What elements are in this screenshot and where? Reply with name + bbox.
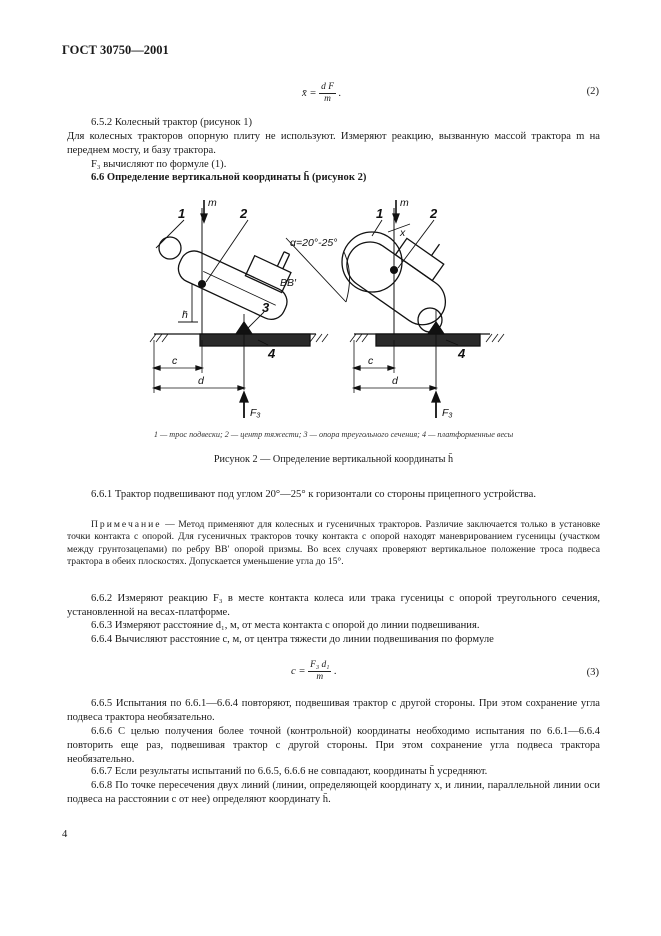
- eq2-number: (2): [586, 86, 599, 97]
- label-1-right: 1: [376, 206, 384, 221]
- note-text: — Метод применяют для колесных и гусеничных тракторов. Различие заключается только в установке точки контакта с опорой. Для гусеничных тракторов точку контакта с опорой находят маневрированием гусеницы (участком между грунтозацепами) по ребру BB′ опорой призмы. Во всех случаях проверяют вертикальное положение троса подвеса трактора в обеих плоскостях. Допускается уменьшение угла до 15°.: [67, 519, 600, 568]
- para-6-6-8: 6.6.8 По точке пересечения двух линий (линии, определяющей координату x, и линии, параллельной линии оси подвеса на расстоянии c от нее) определяют координату h̄.: [67, 780, 600, 806]
- eq2-tail: .: [338, 87, 342, 99]
- para-6-6-7: 6.6.7 Если результаты испытаний по 6.6.5, 6.6.6 не совпадают, координаты h̄ усредняют.: [91, 766, 488, 777]
- note-label: Примечание: [91, 519, 162, 530]
- label-m-right: m: [400, 197, 409, 209]
- right-drive-wheel: [342, 232, 402, 292]
- page-number: 4: [62, 829, 68, 840]
- para-6-6-5: 6.6.5 Испытания по 6.6.1—6.6.4 повторяют, подвешивая трактор с другой стороны. При этом сохранение угла подвеса трактора необязательно.: [67, 698, 600, 724]
- left-support-prism: [236, 322, 252, 334]
- label-c-left: c: [172, 355, 178, 367]
- equation-2: [302, 82, 341, 105]
- eq2-lhs: x̄ =: [302, 87, 317, 99]
- eq3-denominator: m: [316, 672, 324, 682]
- right-platform-scale: [376, 334, 480, 346]
- para-6-6-2: 6.6.2 Измеряют реакцию F₃ в месте контакта колеса или трака гусеницы с опорой треугольного сечения, установленной на весах-платформе.: [67, 593, 600, 619]
- section-652-heading: 6.5.2 Колесный трактор (рисунок 1): [91, 117, 253, 128]
- eq2-numerator: d F: [321, 82, 334, 92]
- eq2-denominator: m: [324, 94, 331, 104]
- left-center-of-gravity: [199, 281, 206, 288]
- figure-2-diagram: [140, 190, 525, 422]
- figure-caption: Рисунок 2 — Определение вертикальной координаты h̄: [213, 454, 454, 465]
- label-d-left: d: [198, 375, 204, 387]
- label-h: h̄: [182, 309, 188, 321]
- label-m-left: m: [208, 197, 217, 209]
- label-x: x: [400, 227, 406, 239]
- label-4-right: 4: [458, 346, 466, 361]
- label-2-left: 2: [240, 206, 248, 221]
- label-f3-right: F₃: [442, 407, 453, 419]
- eq3-lhs: c =: [291, 665, 306, 677]
- eq3-tail: .: [334, 665, 337, 677]
- left-tractor: [174, 214, 307, 324]
- label-d-right: d: [392, 375, 398, 387]
- left-platform-scale: [200, 334, 310, 346]
- para-6-6-3: 6.6.3 Измеряют расстояние d₁, м, от места контакта с опорой до линии подвешивания.: [91, 620, 480, 631]
- note-block: [67, 519, 600, 569]
- label-1-left: 1: [178, 206, 186, 221]
- eq2-fraction: [319, 82, 336, 105]
- label-bb: BB′: [280, 277, 296, 289]
- section-652-text: Для колесных тракторов опорную плиту не используют. Измеряют реакцию, вызванную массой трактора m на переднем мосту, и базу трактора.: [67, 131, 600, 157]
- label-f3-left: F₃: [250, 407, 261, 419]
- eq3-numerator: F₃ d₁: [310, 660, 330, 670]
- para-6-6-4: 6.6.4 Вычисляют расстояние c, м, от центра тяжести до линии подвешивания по формуле: [91, 634, 494, 645]
- para-6-6-1: 6.6.1 Трактор подвешивают под углом 20°—25° к горизонтали со стороны прицепного устройства.: [91, 489, 537, 500]
- label-alpha: α=20°-25°: [290, 237, 338, 249]
- eq3-number: (3): [586, 667, 599, 678]
- equation-3: [291, 660, 337, 683]
- section-652-formula-ref: F₃ вычисляют по формуле (1).: [91, 159, 227, 170]
- right-tractor: [338, 205, 474, 334]
- right-center-of-gravity: [391, 267, 398, 274]
- label-c-right: c: [368, 355, 374, 367]
- left-front-wheel: [159, 237, 181, 259]
- label-4-left: 4: [268, 346, 276, 361]
- document-header: ГОСТ 30750—2001: [62, 43, 169, 57]
- figure-legend: 1 — трос подвески; 2 — центр тяжести; 3 — опора треугольного сечения; 4 — платформенные весы: [153, 430, 514, 439]
- para-6-6-6: 6.6.6 С целью получения более точной (контрольной) координаты необходимо испытания по 6.6.1—6.6.4 повторить еще раз, подвешивая трактор с другой стороны. При этом сохранение угла подвеса трактора необязательно.: [67, 726, 600, 766]
- left-diagram: [150, 200, 328, 418]
- label-3-left: 3: [262, 300, 270, 315]
- section-66-heading: 6.6 Определение вертикальной координаты h̄ (рисунок 2): [91, 172, 367, 183]
- label-2-right: 2: [430, 206, 438, 221]
- eq3-fraction: [308, 660, 331, 683]
